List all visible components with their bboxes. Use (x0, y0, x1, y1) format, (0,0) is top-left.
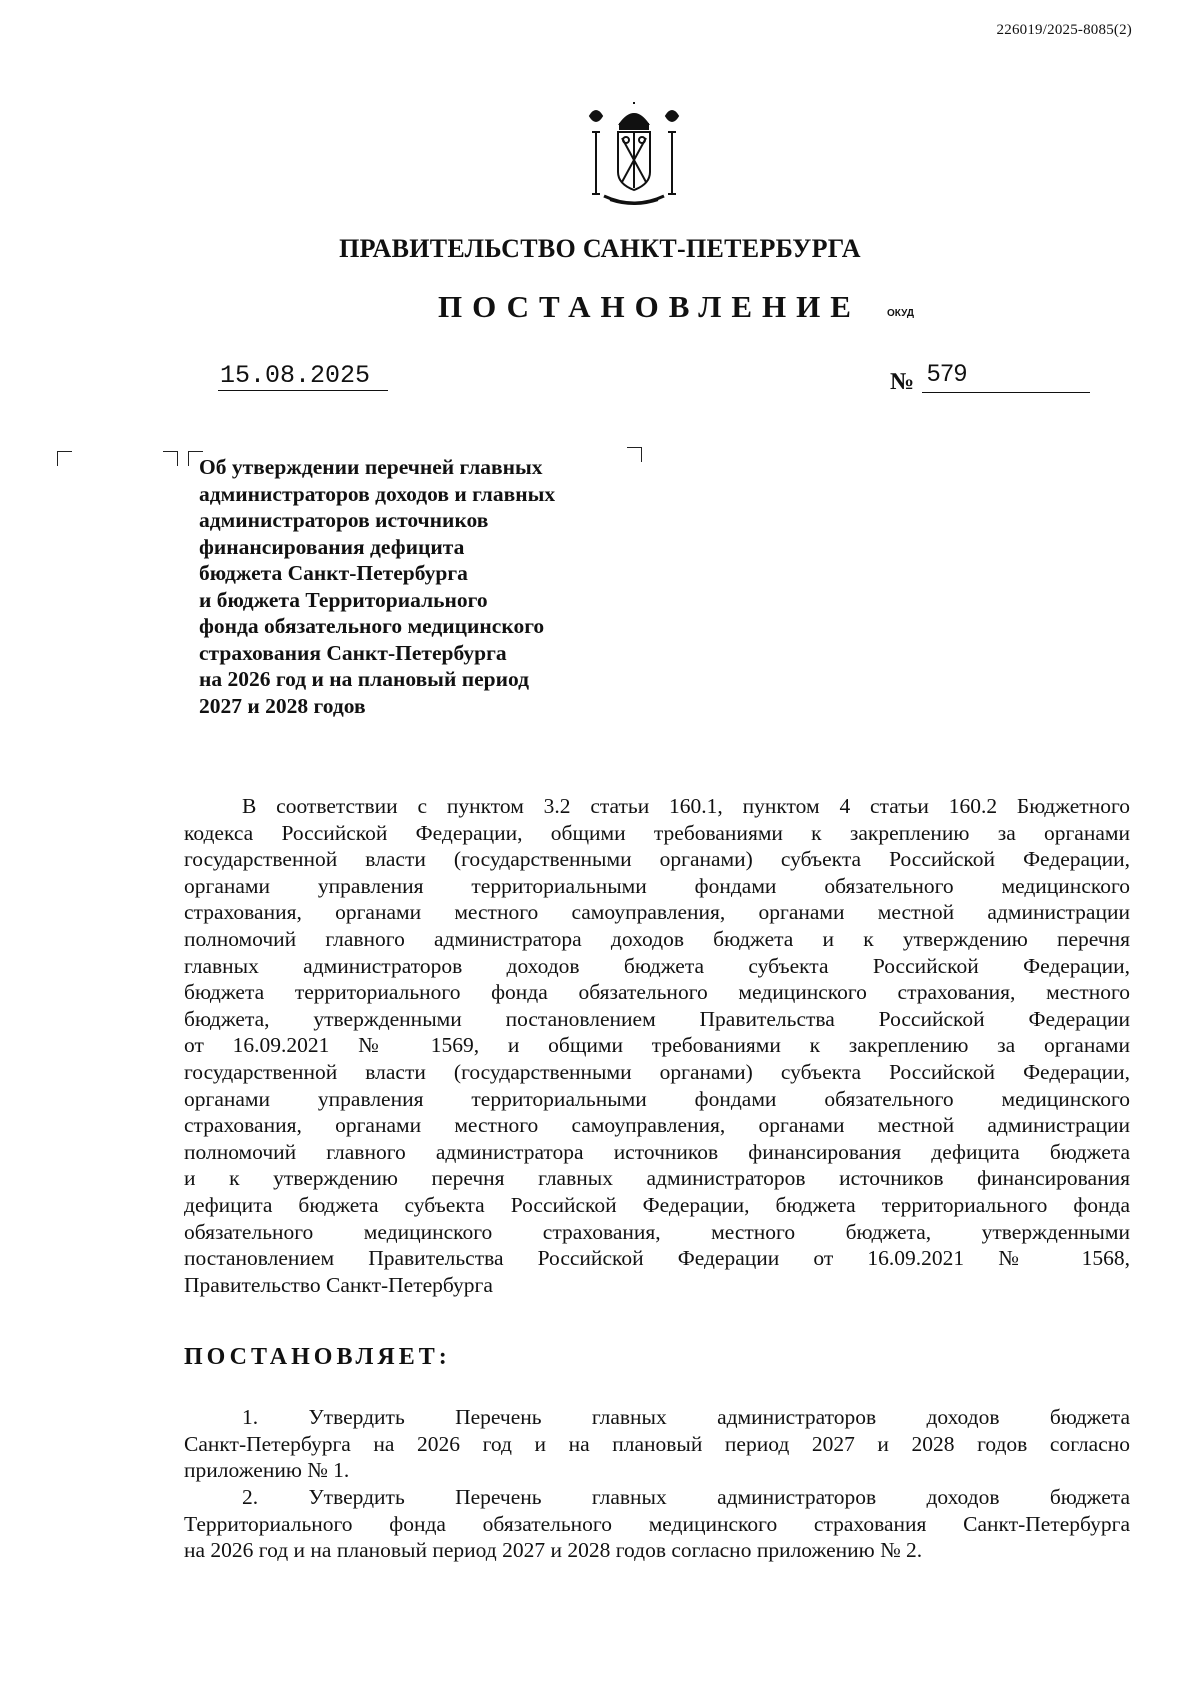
subject-line: фонда обязательного медицинского (199, 614, 545, 638)
preamble-line: государственной власти (государственными органами) субъекта Российской Федерации, (184, 1059, 1130, 1084)
preamble-line: обязательного медицинского страхования, местного бюджета, утвержденными (184, 1219, 1130, 1244)
item-line: Территориального фонда обязательного медицинского страхования Санкт-Петербурга (184, 1511, 1130, 1536)
preamble-line: главных администраторов доходов бюджета субъекта Российской Федерации, (184, 953, 1130, 978)
subject-line: 2027 и 2028 годов (199, 693, 366, 718)
subject-line: бюджета Санкт-Петербурга (199, 561, 468, 585)
preamble-line: дефицита бюджета субъекта Российской Федерации, бюджета территориального фонда (184, 1192, 1130, 1217)
organization-title: ПРАВИТЕЛЬСТВО САНКТ-ПЕТЕРБУРГА (339, 234, 861, 263)
okud-label: ОКУД (887, 308, 914, 319)
subject-line: страхования Санкт-Петербурга (199, 640, 507, 665)
preamble-line: бюджета территориального фонда обязательного медицинского страхования, местного (184, 980, 1130, 1005)
preamble-line: бюджета, утвержденными постановлением Правительства Российской Федерации (184, 1006, 1130, 1031)
item-line: на 2026 год и на плановый период 2027 и 2028 годов согласно приложению № 2. (184, 1538, 923, 1563)
subject-line: Об утверждении перечней главных (199, 455, 543, 479)
preamble-line: и к утверждению перечня главных администраторов источников финансирования (184, 1166, 1130, 1191)
document-date: 15.08.2025 (218, 362, 388, 391)
preamble-line: государственной власти (государственными органами) субъекта Российской Федерации, (184, 847, 1130, 872)
preamble-line: органами управления территориальными фондами обязательного медицинского (184, 1086, 1130, 1111)
preamble-line: страхования, органами местного самоуправления, органами местной администрации (184, 900, 1130, 925)
preamble-line: органами управления территориальными фондами обязательного медицинского (184, 873, 1130, 898)
preamble-line: страхования, органами местного самоуправления, органами местной администрации (184, 1113, 1130, 1138)
subject-line: финансирования дефицита (199, 534, 465, 559)
item-line: Санкт-Петербурга на 2026 год и на плановый период 2027 и 2028 годов согласно (184, 1431, 1130, 1456)
document-type-title: ПОСТАНОВЛЕНИЕ (438, 289, 861, 324)
document-number: 579 (927, 360, 968, 387)
preamble-line: В соответствии с пунктом 3.2 статьи 160.1, пунктом 4 статьи 160.2 Бюджетного (242, 794, 1130, 818)
subject-line: администраторов источников (199, 508, 489, 532)
number-sign: № (890, 369, 915, 395)
decree-item-2 (184, 1484, 1130, 1564)
preamble-line: от 16.09.2021 № 1569, и общими требованиями к закреплению за органами (184, 1033, 1130, 1058)
number-underline (922, 392, 1090, 393)
corner-mark-top-left (57, 451, 72, 466)
preamble-line: Правительство Санкт-Петербурга (184, 1272, 493, 1297)
coat-of-arms-emblem (582, 102, 686, 210)
preamble-paragraph (184, 793, 1130, 1298)
subject-line: на 2026 год и на плановый период (199, 667, 530, 691)
preamble-line: полномочий главного администратора источников финансирования дефицита бюджета (184, 1139, 1130, 1164)
subject-line: и бюджета Территориального (199, 587, 488, 612)
document-subject-heading (199, 454, 659, 719)
decree-item-1 (184, 1404, 1130, 1484)
preamble-line: кодекса Российской Федерации, общими требованиями к закреплению за органами (184, 820, 1130, 845)
item-line: 2. Утвердить Перечень главных администраторов доходов бюджета (242, 1485, 1130, 1509)
document-registration-code: 226019/2025-8085(2) (996, 22, 1132, 38)
subject-line: администраторов доходов и главных (199, 481, 556, 506)
preamble-line: постановлением Правительства Российской Федерации от 16.09.2021 № 1568, (184, 1246, 1130, 1271)
decree-heading: ПОСТАНОВЛЯЕТ: (184, 1344, 451, 1370)
item-line: 1. Утвердить Перечень главных администраторов доходов бюджета (242, 1405, 1130, 1429)
item-line: приложению № 1. (184, 1458, 350, 1483)
preamble-line: полномочий главного администратора доходов бюджета и к утверждению перечня (184, 926, 1130, 951)
corner-mark-subject-open-right (163, 451, 178, 466)
